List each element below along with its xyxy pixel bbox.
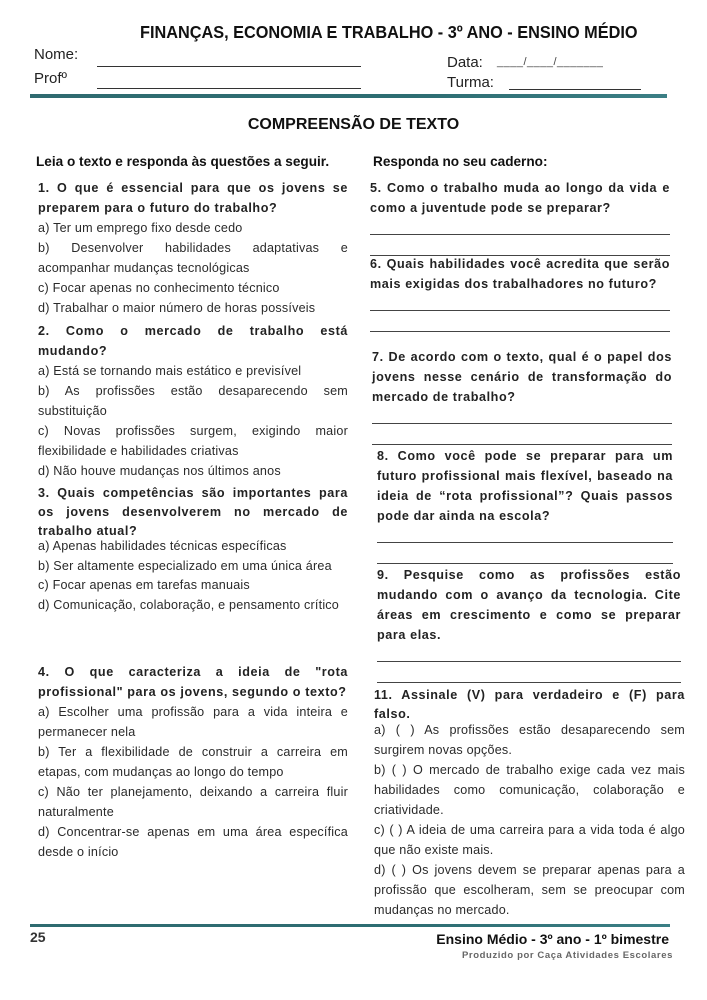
answer-line[interactable] [372, 428, 672, 445]
option-a: a) Escolher uma profissão para a vida inteira e permanecer nela [38, 705, 348, 739]
question-4 [38, 662, 348, 862]
section-title: COMPREENSÃO DE TEXTO [247, 116, 460, 133]
question-1 [38, 178, 348, 318]
option-b: b) ( ) O mercado de trabalho exige cada vez mais habilidades como comunicação, colaboração e criatividade. [374, 763, 685, 817]
question-prompt: 7. De acordo com o texto, qual é o papel dos jovens nesse cenário de transformação do mercado de trabalho? [372, 350, 672, 404]
page-number: 25 [30, 929, 46, 945]
question-6 [370, 254, 670, 336]
option-b: b) Desenvolver habilidades adaptativas e acompanhar mudanças tecnológicas [38, 241, 348, 275]
question-11 [374, 686, 685, 920]
teacher-label: Profº [34, 70, 67, 87]
option-a: a) Ter um emprego fixo desde cedo [38, 221, 243, 235]
option-c: c) Focar apenas no conhecimento técnico [38, 281, 280, 295]
question-prompt: 1. O que é essencial para que os jovens se preparem para o futuro do trabalho? [38, 181, 348, 215]
option-c: c) Focar apenas em tarefas manuais [38, 578, 250, 592]
option-a: a) ( ) As profissões estão desaparecendo sem surgirem novas opções. [374, 723, 685, 757]
question-prompt: 6. Quais habilidades você acredita que serão mais exigidas dos trabalhadores no futuro? [370, 257, 670, 291]
footer-divider [30, 924, 670, 927]
question-prompt: 5. Como o trabalho muda ao longo da vida e como a juventude pode se preparar? [370, 181, 670, 215]
question-7 [372, 347, 672, 449]
answer-line[interactable] [377, 547, 673, 564]
question-prompt: 9. Pesquise como as profissões estão mudando com o avanço da tecnologia. Cite áreas em crescimento e como se preparar para elas. [377, 568, 681, 642]
answer-line[interactable] [370, 218, 670, 235]
question-2 [38, 321, 348, 481]
question-9 [377, 565, 681, 687]
teacher-field[interactable] [97, 88, 361, 89]
option-c: c) Não ter planejamento, deixando a carreira fluir naturalmente [38, 785, 348, 819]
answer-line[interactable] [370, 294, 670, 311]
question-8 [377, 446, 673, 568]
answer-line[interactable] [377, 645, 681, 662]
date-label: Data: [447, 54, 483, 71]
name-label: Nome: [34, 46, 79, 63]
option-d: d) Não houve mudanças nos últimos anos [38, 464, 281, 478]
question-prompt: 4. O que caracteriza a ideia de "rota profissional" para os jovens, segundo o texto? [38, 665, 348, 699]
option-b: b) Ser altamente especializado em uma única área [38, 558, 332, 573]
option-b: b) As profissões estão desaparecendo sem substituição [38, 384, 348, 418]
date-field[interactable]: ____/____/_______ [497, 56, 604, 68]
answer-line[interactable] [372, 407, 672, 424]
document-title: FINANÇAS, ECONOMIA E TRABALHO - 3º ANO - ENSINO MÉDIO [140, 22, 638, 42]
option-d: d) ( ) Os jovens devem se preparar apenas para a profissão que escolheram, sem se preocupar com mudanças no mercado. [374, 863, 685, 917]
answer-line[interactable] [370, 315, 670, 332]
option-d: d) Comunicação, colaboração, e pensamento crítico [38, 597, 340, 612]
option-c: c) ( ) A ideia de uma carreira para a vida toda é algo que não existe mais. [374, 823, 685, 857]
class-label: Turma: [447, 74, 494, 91]
question-prompt: 8. Como você pode se preparar para um futuro profissional mais flexível, baseado na ideia de “rota profissional”? Quais passos pode dar ainda na escola? [377, 449, 673, 523]
grade-label: Ensino Médio - 3º ano - 1º bimestre [436, 931, 669, 947]
option-d: d) Trabalhar o maior número de horas possíveis [38, 301, 316, 315]
name-field[interactable] [97, 66, 361, 67]
option-b: b) Ter a flexibilidade de construir a carreira em etapas, com mudanças ao longo do tempo [38, 745, 348, 779]
question-prompt: 11. Assinale (V) para verdadeiro e (F) para falso. [374, 688, 685, 721]
answer-line[interactable] [377, 666, 681, 683]
option-a: a) Está se tornando mais estático e previsível [38, 364, 302, 378]
question-prompt: 3. Quais competências são importantes para os jovens desenvolverem no mercado de trabalho atual? [38, 486, 348, 538]
credit-label: Produzido por Caça Atividades Escolares [462, 950, 673, 961]
class-field[interactable] [509, 89, 641, 90]
right-instruction: Responda no seu caderno: [373, 154, 548, 169]
option-a: a) Apenas habilidades técnicas específicas [38, 539, 287, 553]
question-5 [370, 178, 670, 260]
question-3 [38, 484, 348, 615]
question-prompt: 2. Como o mercado de trabalho está mudando? [38, 324, 348, 358]
option-d: d) Concentrar-se apenas em uma área específica desde o início [38, 825, 348, 859]
header-divider [30, 94, 667, 98]
answer-line[interactable] [377, 526, 673, 543]
left-instruction: Leia o texto e responda às questões a seguir. [36, 154, 330, 169]
option-c: c) Novas profissões surgem, exigindo maior flexibilidade e habilidades criativas [38, 424, 348, 458]
